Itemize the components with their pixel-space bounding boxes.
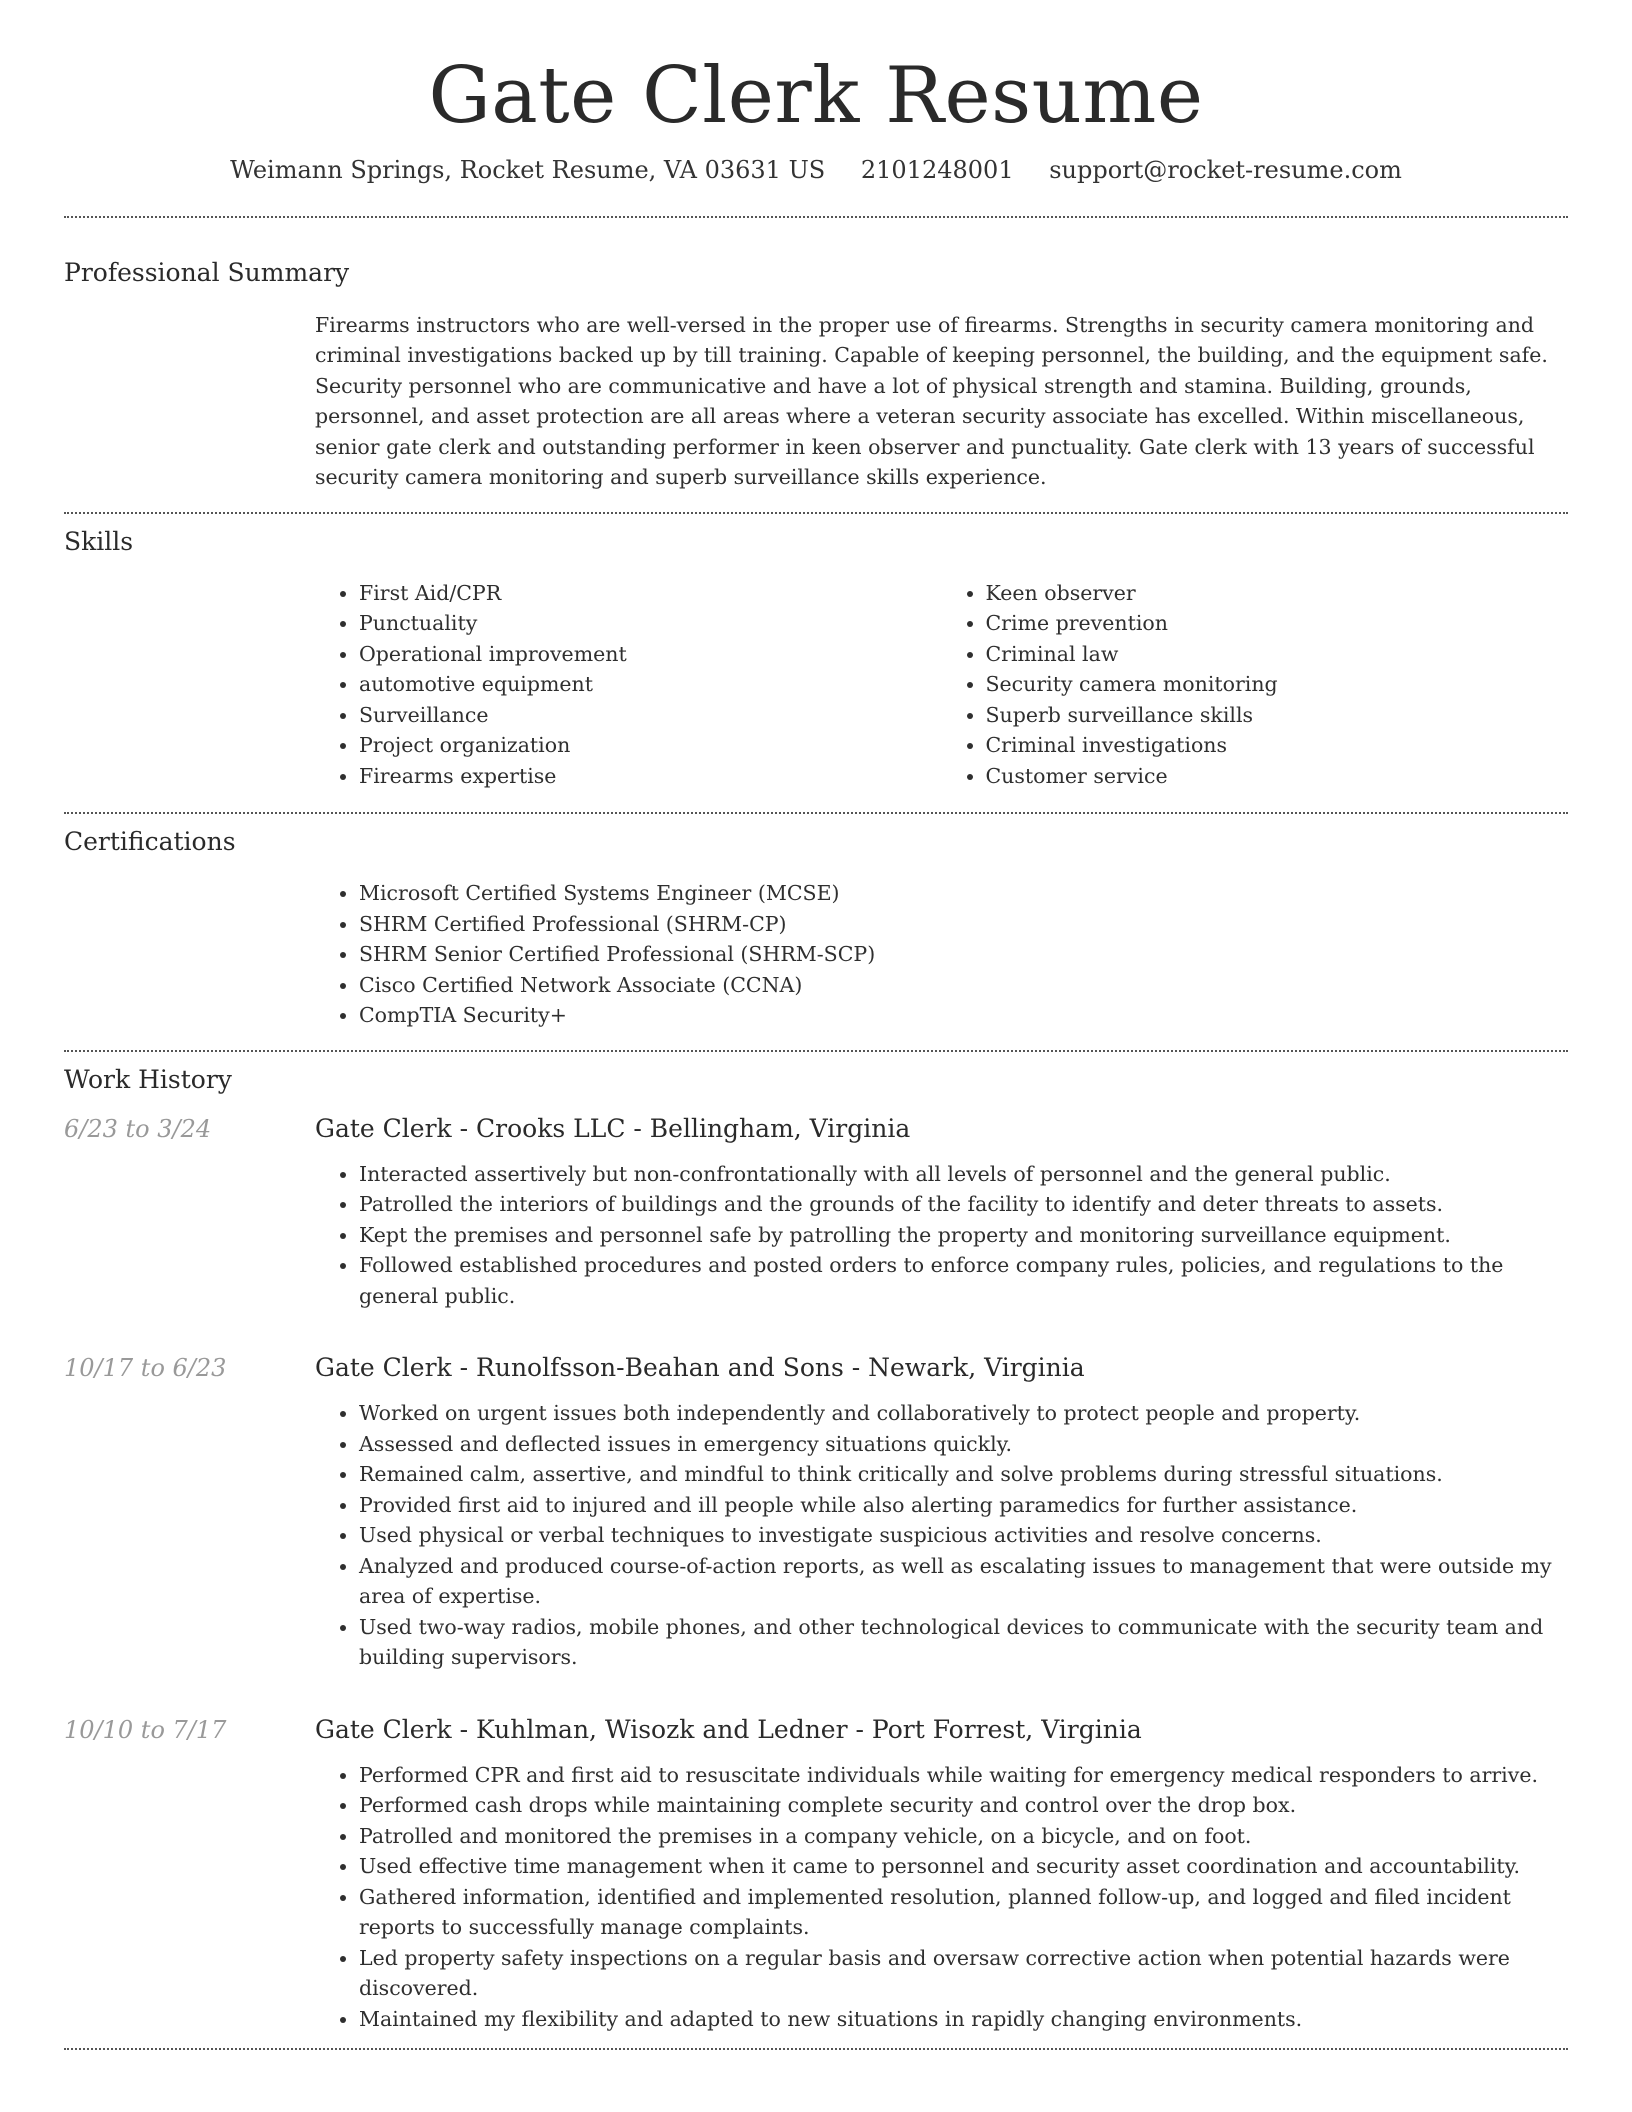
job-dates: 10/17 to 6/23 [64, 1354, 227, 1383]
divider [64, 1050, 1568, 1052]
skill-item: • Surveillance [359, 700, 942, 731]
job-duty-item: • Used physical or verbal techniques to investigate suspicious activities and resolve concerns. [359, 1520, 1568, 1551]
skill-item: • Security camera monitoring [986, 669, 1569, 700]
summary-heading: Professional Summary [64, 257, 350, 287]
job-duty-item: • Led property safety inspections on a regular basis and oversaw corrective action when potential hazards were discovered. [359, 1943, 1568, 2004]
certification-item: • SHRM Certified Professional (SHRM-CP) [359, 909, 1568, 940]
job-title: Gate Clerk - Kuhlman, Wisozk and Ledner - Port Forrest, Virginia [315, 1714, 1142, 1744]
job-duty-item: • Remained calm, assertive, and mindful to think critically and solve problems during stressful situations. [359, 1459, 1568, 1490]
job-duty-item: • Patrolled the interiors of buildings and the grounds of the facility to identify and deter threats to assets. [359, 1189, 1568, 1220]
job-duty-item: • Interacted assertively but non-confrontationally with all levels of personnel and the general public. [359, 1159, 1568, 1190]
job-duty-item: • Gathered information, identified and implemented resolution, planned follow-up, and logged and filed incident reports to successfully manage complaints. [359, 1882, 1568, 1943]
job-duties [315, 1760, 1568, 2035]
skill-item: • Operational improvement [359, 639, 942, 670]
certifications-list [315, 878, 1568, 1031]
skill-item: • Firearms expertise [359, 761, 942, 792]
divider [64, 216, 1568, 218]
work-history-heading: Work History [64, 1064, 232, 1094]
skill-item: • automotive equipment [359, 669, 942, 700]
job-duties [315, 1159, 1568, 1312]
skills-list [315, 578, 1568, 792]
job-title: Gate Clerk - Runolfsson-Beahan and Sons - Newark, Virginia [315, 1353, 1085, 1383]
job-header [64, 1114, 1568, 1143]
skill-item: • Project organization [359, 730, 942, 761]
divider [64, 512, 1568, 514]
job-duty-item: • Used two-way radios, mobile phones, and other technological devices to communicate with the security team and building supervisors. [359, 1612, 1568, 1673]
skill-item: • Criminal law [986, 639, 1569, 670]
resume-title: Gate Clerk Resume [428, 51, 1204, 141]
job-duty-item: • Performed cash drops while maintaining complete security and control over the drop box. [359, 1790, 1568, 1821]
contact-line [64, 156, 1568, 184]
job-header [64, 1353, 1568, 1382]
job-duty-item: • Used effective time management when it came to personnel and security asset coordination and accountability. [359, 1851, 1568, 1882]
job-duty-item: • Provided first aid to injured and ill people while also alerting paramedics for further assistance. [359, 1490, 1568, 1521]
job-header [64, 1715, 1568, 1744]
certification-item: • SHRM Senior Certified Professional (SHRM-SCP) [359, 939, 1568, 970]
certification-item: • Microsoft Certified Systems Engineer (MCSE) [359, 878, 1568, 909]
skills-left-column [315, 578, 942, 792]
contact-email: support@rocket-resume.com [1049, 155, 1402, 184]
certification-item: • CompTIA Security+ [359, 1000, 1568, 1031]
contact-address: Weimann Springs, Rocket Resume, VA 03631 US [230, 155, 826, 184]
skills-heading: Skills [64, 526, 134, 556]
resume-page [64, 0, 1568, 2050]
job-duty-item: • Performed CPR and first aid to resuscitate individuals while waiting for emergency medical responders to arrive. [359, 1760, 1568, 1791]
skill-item: • Crime prevention [986, 608, 1569, 639]
job-duties [315, 1398, 1568, 1673]
job-duty-item: • Followed established procedures and posted orders to enforce company rules, policies, and regulations to the general public. [359, 1250, 1568, 1311]
skill-item: • Criminal investigations [986, 730, 1569, 761]
divider [64, 812, 1568, 814]
job-duty-item: • Kept the premises and personnel safe by patrolling the property and monitoring surveillance equipment. [359, 1220, 1568, 1251]
skills-right-column [942, 578, 1569, 792]
divider [64, 2048, 1568, 2050]
skill-item: • Superb surveillance skills [986, 700, 1569, 731]
certifications-heading: Certifications [64, 827, 236, 857]
job-duty-item: • Maintained my flexibility and adapted to new situations in rapidly changing environments. [359, 2004, 1568, 2035]
job-duty-item: • Worked on urgent issues both independently and collaboratively to protect people and property. [359, 1398, 1568, 1429]
contact-phone: 2101248001 [860, 155, 1014, 184]
skill-item: • Customer service [986, 761, 1569, 792]
job-duty-item: • Analyzed and produced course-of-action reports, as well as escalating issues to management that were outside my area of expertise. [359, 1551, 1568, 1612]
job-title: Gate Clerk - Crooks LLC - Bellingham, Virginia [315, 1113, 911, 1143]
job-duty-item: • Assessed and deflected issues in emergency situations quickly. [359, 1429, 1568, 1460]
skill-item: • Punctuality [359, 608, 942, 639]
job-duty-item: • Patrolled and monitored the premises in a company vehicle, on a bicycle, and on foot. [359, 1821, 1568, 1852]
skill-item: • Keen observer [986, 578, 1569, 609]
summary-text: Firearms instructors who are well-versed in the proper use of firearms. Strengths in security camera monitoring and criminal investigations backed up by till training. Capable of keeping personnel, the building, and the equipment safe. Security personnel who are communicative and have a lot of physical strength and stamina. Building, grounds, personnel, and asset protection are all areas where a veteran security associate has excelled. Within miscellaneous, senior gate clerk and outstanding performer in keen observer and punctuality. Gate clerk with 13 years of successful security camera monitoring and superb surveillance skills experience. [315, 312, 1548, 490]
job-dates: 10/10 to 7/17 [64, 1715, 227, 1744]
skill-item: • First Aid/CPR [359, 578, 942, 609]
certification-item: • Cisco Certified Network Associate (CCNA) [359, 970, 1568, 1001]
job-dates: 6/23 to 3/24 [64, 1114, 212, 1143]
